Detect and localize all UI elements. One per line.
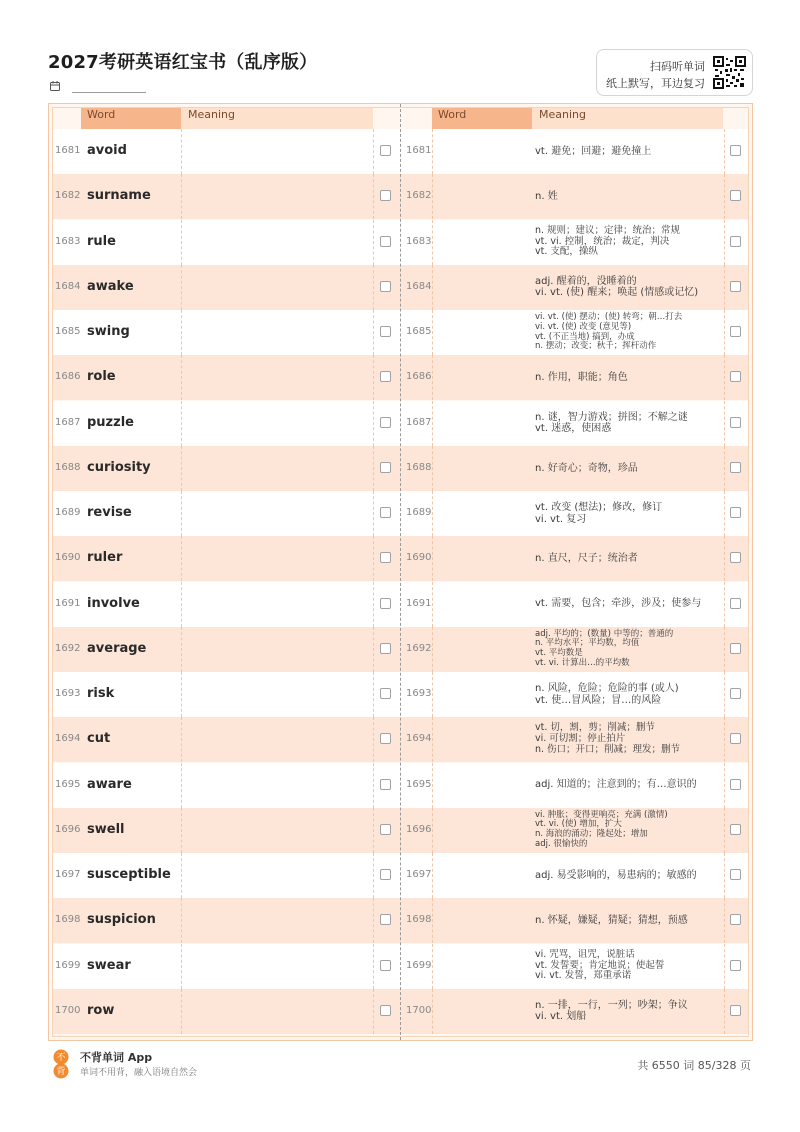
right-row-number: 1684 (406, 280, 432, 292)
right-checkbox[interactable] (730, 1005, 741, 1016)
meaning-cell (535, 989, 725, 1034)
column-separator (181, 989, 182, 1034)
date-field[interactable] (50, 80, 150, 94)
word-cell: cut (87, 731, 111, 747)
left-row-number: 1700 (55, 1004, 81, 1016)
column-separator (373, 627, 374, 672)
app-slogan: 单词不用背，融入语境自然会 (80, 1068, 198, 1078)
word-cell: swear (87, 957, 131, 973)
meaning-line: adj. 知道的；注意到的；有…意识的 (535, 779, 697, 791)
word-cell: risk (87, 686, 115, 701)
column-separator (432, 491, 433, 536)
meaning-line: n. 海浪的涌动；隆起处；增加 (535, 829, 648, 840)
meaning-line: vi. vt. (使) 醒来；唤起 (情感或记忆) (535, 287, 699, 299)
column-separator (181, 944, 182, 989)
column-separator (373, 582, 374, 627)
column-separator (432, 310, 433, 355)
meaning-line: adj. 平均的；(数量) 中等的；普通的 (535, 628, 674, 639)
meaning-cell (535, 853, 725, 898)
left-checkbox[interactable] (380, 914, 391, 925)
column-separator (181, 672, 182, 717)
left-row-number: 1688 (55, 461, 81, 473)
column-separator (432, 853, 433, 898)
left-row-number: 1687 (55, 416, 81, 428)
meaning-cell (535, 627, 725, 672)
right-row-number: 1685 (406, 326, 432, 337)
meaning-cell (535, 310, 725, 355)
left-word-header-label: Word (87, 108, 116, 121)
left-checkbox[interactable] (380, 281, 391, 292)
meaning-line: n. 风险，危险；危险的事 (或人) (535, 683, 679, 694)
meaning-line: vi. vt. 划船 (535, 1011, 587, 1023)
column-separator (373, 763, 374, 808)
meaning-line: vi. 咒骂，诅咒，说脏话 (535, 948, 635, 960)
left-checkbox[interactable] (380, 824, 391, 835)
left-checkbox[interactable] (380, 145, 391, 156)
meaning-line: vi. vt. (使) 摆动；(使) 转弯；朝…打去 (535, 311, 683, 322)
right-checkbox[interactable] (730, 598, 741, 609)
left-row-number: 1692 (55, 642, 81, 654)
left-row-number: 1686 (55, 371, 81, 383)
column-separator (432, 672, 433, 717)
left-checkbox[interactable] (380, 190, 391, 201)
left-checkbox[interactable] (380, 688, 391, 699)
right-checkbox[interactable] (730, 688, 741, 699)
right-checkbox[interactable] (730, 869, 741, 880)
column-separator (432, 989, 433, 1034)
logo-text-top: 不 (56, 1053, 66, 1063)
left-checkbox[interactable] (380, 326, 391, 337)
column-separator (432, 536, 433, 581)
meaning-line: vt. 发誓要；肯定地说；使起誓 (535, 959, 665, 971)
column-separator (181, 898, 182, 943)
word-cell: ruler (87, 550, 123, 566)
column-separator (373, 220, 374, 265)
right-checkbox[interactable] (730, 281, 741, 292)
column-separator (373, 355, 374, 400)
right-word-header-label: Word (438, 108, 467, 121)
right-checkbox[interactable] (730, 552, 741, 563)
right-meaning-header-label: Meaning (539, 108, 586, 121)
meaning-line: n. 摆动；改变；秋千；挥杆动作 (535, 341, 657, 352)
right-checkbox[interactable] (730, 960, 741, 971)
column-separator (373, 446, 374, 491)
word-cell: revise (87, 505, 132, 520)
column-separator (181, 717, 182, 762)
word-cell: awake (87, 278, 134, 294)
column-separator (373, 536, 374, 581)
column-separator (373, 944, 374, 989)
page-title: 2027考研英语红宝书（乱序版） (48, 52, 318, 73)
meaning-cell (535, 808, 725, 853)
column-separator (373, 853, 374, 898)
meaning-line: vi. vt. (使) 改变 (意见等) (535, 321, 632, 332)
right-row-number: 1686 (406, 371, 432, 383)
meaning-line: vt. 改变 (想法)；修改，修订 (535, 502, 663, 513)
meaning-line: vt. 切，割，剪；削减；删节 (535, 722, 655, 734)
right-checkbox[interactable] (730, 371, 741, 382)
column-separator (181, 401, 182, 446)
meaning-line: n. 姓 (535, 191, 558, 202)
word-cell: puzzle (87, 414, 134, 430)
right-row-number: 1690 (406, 552, 432, 564)
right-checkbox[interactable] (730, 643, 741, 654)
meaning-line: vt. vi. 计算出…的平均数 (535, 658, 630, 669)
left-checkbox[interactable] (380, 960, 391, 971)
right-row-number: 1699 (406, 959, 432, 971)
meaning-line: vt. vi. (使) 增加，扩大 (535, 819, 622, 830)
meaning-line: n. 平均水平；平均数，均值 (535, 638, 640, 649)
right-checkbox[interactable] (730, 914, 741, 925)
column-separator (373, 129, 374, 174)
right-checkbox[interactable] (730, 462, 741, 473)
right-row-number: 1687 (406, 416, 432, 428)
meaning-line: n. 一排，一行，一列；吵架；争议 (535, 999, 688, 1011)
left-row-number: 1696 (55, 823, 81, 835)
left-row-number: 1698 (55, 914, 81, 926)
column-separator (373, 898, 374, 943)
meaning-line: n. 直尺，尺子；统治者 (535, 553, 638, 564)
word-cell: swell (87, 821, 125, 837)
word-cell: role (87, 369, 116, 385)
meaning-line: vt. vi. 控制，统治；裁定，判决 (535, 235, 670, 247)
page-info: 共 6550 词 85/328 页 (637, 1059, 751, 1072)
left-checkbox[interactable] (380, 507, 391, 518)
meaning-cell (535, 536, 725, 581)
right-row-number: 1696 (406, 823, 432, 835)
word-cell: average (87, 640, 147, 656)
logo-text-bottom: 背 (56, 1067, 66, 1077)
right-row-number: 1689 (406, 507, 432, 518)
column-separator (432, 401, 433, 446)
column-separator (432, 265, 433, 310)
meaning-line: adj. 易受影响的，易患病的；敏感的 (535, 869, 697, 881)
left-checkbox[interactable] (380, 236, 391, 247)
right-row-number: 1688 (406, 461, 432, 473)
meaning-line: vi. 肿胀；变得更响亮；充满 (激情) (535, 809, 668, 820)
qr-code-icon[interactable] (713, 56, 746, 89)
meaning-cell (535, 174, 725, 219)
column-separator (373, 265, 374, 310)
column-separator (181, 265, 182, 310)
right-row-number: 1682 (406, 190, 432, 202)
meaning-line: vt. 迷惑，使困惑 (535, 423, 612, 434)
column-separator (373, 401, 374, 446)
column-separator (181, 808, 182, 853)
right-row-number: 1700 (406, 1004, 432, 1016)
left-row-number: 1685 (55, 326, 81, 337)
left-row-number: 1681 (55, 145, 81, 156)
column-separator (181, 582, 182, 627)
left-checkbox[interactable] (380, 869, 391, 880)
right-row-number: 1695 (406, 778, 432, 790)
column-separator (181, 627, 182, 672)
left-checkbox[interactable] (380, 462, 391, 473)
column-separator (432, 582, 433, 627)
column-separator (432, 174, 433, 219)
meaning-cell (535, 491, 725, 536)
column-separator (181, 536, 182, 581)
column-separator (432, 355, 433, 400)
word-cell: susceptible (87, 867, 171, 882)
left-checkbox[interactable] (380, 1005, 391, 1016)
left-row-number: 1682 (55, 190, 81, 202)
left-row-number: 1691 (55, 597, 81, 609)
left-row-number: 1697 (55, 869, 81, 880)
meaning-line: vt. 支配，操纵 (535, 246, 598, 258)
right-row-number: 1691 (406, 597, 432, 609)
column-separator (432, 808, 433, 853)
column-separator (373, 717, 374, 762)
meaning-line: vt. 使…冒风险；冒…的风险 (535, 694, 662, 706)
column-separator (432, 763, 433, 808)
meaning-cell (535, 129, 725, 174)
column-separator (432, 627, 433, 672)
meaning-line: n. 怀疑，嫌疑，猜疑；猜想，预感 (535, 915, 688, 926)
column-separator (432, 898, 433, 943)
right-row-number: 1698 (406, 914, 432, 926)
column-separator (373, 491, 374, 536)
column-separator (181, 220, 182, 265)
column-separator (432, 717, 433, 762)
meaning-line: vt. 平均数是 (535, 648, 583, 659)
word-cell: aware (87, 776, 132, 792)
right-row-number: 1697 (406, 869, 432, 880)
column-separator (181, 763, 182, 808)
right-row-number: 1681 (406, 145, 432, 156)
meaning-cell (535, 898, 725, 943)
column-separator (181, 853, 182, 898)
word-cell: suspicion (87, 912, 156, 928)
left-checkbox[interactable] (380, 779, 391, 790)
right-row-number: 1692 (406, 642, 432, 654)
word-cell: involve (87, 595, 140, 611)
meaning-cell (535, 763, 725, 808)
fold-divider (400, 104, 401, 1040)
right-row-number: 1693 (406, 688, 432, 699)
left-checkbox[interactable] (380, 643, 391, 654)
word-sheet (48, 103, 753, 1041)
scan-card[interactable] (596, 49, 753, 96)
right-checkbox[interactable] (730, 733, 741, 744)
column-separator (181, 174, 182, 219)
right-row-number: 1694 (406, 733, 432, 745)
bubei-logo-icon (50, 1049, 72, 1079)
meaning-line: n. 好奇心；奇物，珍品 (535, 462, 638, 474)
left-meaning-header-label: Meaning (188, 108, 235, 121)
right-checkbox[interactable] (730, 326, 741, 337)
word-cell: avoid (87, 143, 127, 158)
column-separator (373, 310, 374, 355)
column-separator (373, 672, 374, 717)
left-row-number: 1699 (55, 959, 81, 971)
right-row-number: 1683 (406, 235, 432, 247)
meaning-line: n. 谜，智力游戏；拼图；不解之谜 (535, 411, 688, 423)
meaning-cell (535, 355, 725, 400)
scan-line-1: 扫码听单词 (650, 60, 705, 73)
calendar-icon (50, 81, 60, 91)
meaning-cell (535, 220, 725, 265)
column-separator (373, 808, 374, 853)
column-separator (432, 129, 433, 174)
left-checkbox[interactable] (380, 598, 391, 609)
column-separator (181, 355, 182, 400)
meaning-cell (535, 401, 725, 446)
meaning-line: n. 作用，职能；角色 (535, 372, 628, 383)
meaning-cell (535, 944, 725, 989)
column-separator (181, 129, 182, 174)
word-cell: surname (87, 188, 151, 204)
right-checkbox[interactable] (730, 779, 741, 790)
column-separator (432, 220, 433, 265)
right-checkbox[interactable] (730, 236, 741, 247)
right-checkbox[interactable] (730, 507, 741, 518)
left-checkbox[interactable] (380, 417, 391, 428)
word-cell: rule (87, 233, 116, 249)
word-cell: row (87, 1002, 115, 1018)
scan-line-2: 纸上默写，耳边复习 (606, 77, 705, 90)
date-underline (72, 92, 146, 93)
column-separator (181, 491, 182, 536)
meaning-line: vi. 可切割；停止拍片 (535, 733, 626, 745)
right-checkbox[interactable] (730, 190, 741, 201)
meaning-line: adj. 醒着的，没睡着的 (535, 275, 637, 287)
word-cell: curiosity (87, 459, 151, 475)
meaning-cell (535, 672, 725, 717)
left-row-number: 1693 (55, 688, 81, 699)
left-row-number: 1694 (55, 733, 81, 745)
left-checkbox[interactable] (380, 371, 391, 382)
column-separator (432, 944, 433, 989)
column-separator (373, 174, 374, 219)
word-cell: swing (87, 324, 130, 339)
meaning-cell (535, 582, 725, 627)
column-separator (181, 310, 182, 355)
column-separator (181, 446, 182, 491)
column-separator (373, 989, 374, 1034)
right-checkbox[interactable] (730, 824, 741, 835)
left-row-number: 1689 (55, 507, 81, 518)
app-brand: 不背单词 App (80, 1051, 153, 1064)
left-row-number: 1683 (55, 235, 81, 247)
meaning-line: vi. vt. 发誓，郑重承诺 (535, 970, 632, 982)
left-row-number: 1695 (55, 778, 81, 790)
meaning-line: vi. vt. 复习 (535, 513, 587, 525)
left-checkbox[interactable] (380, 552, 391, 563)
meaning-line: adj. 很愉快的 (535, 839, 588, 850)
meaning-line: vt. (不正当地) 搞到，办成 (535, 331, 635, 342)
left-row-number: 1684 (55, 280, 81, 292)
meaning-line: n. 规则；建议；定律；统治；常规 (535, 224, 681, 236)
meaning-line: n. 伤口；开口；削减；理发；删节 (535, 744, 681, 756)
right-checkbox[interactable] (730, 145, 741, 156)
meaning-cell (535, 265, 725, 310)
left-checkbox[interactable] (380, 733, 391, 744)
column-separator (432, 446, 433, 491)
right-checkbox[interactable] (730, 417, 741, 428)
meaning-line: vt. 避免；回避；避免撞上 (535, 145, 652, 157)
left-row-number: 1690 (55, 552, 81, 564)
meaning-cell (535, 446, 725, 491)
meaning-cell (535, 717, 725, 762)
meaning-line: vt. 需要，包含；牵涉，涉及；使参与 (535, 598, 702, 610)
